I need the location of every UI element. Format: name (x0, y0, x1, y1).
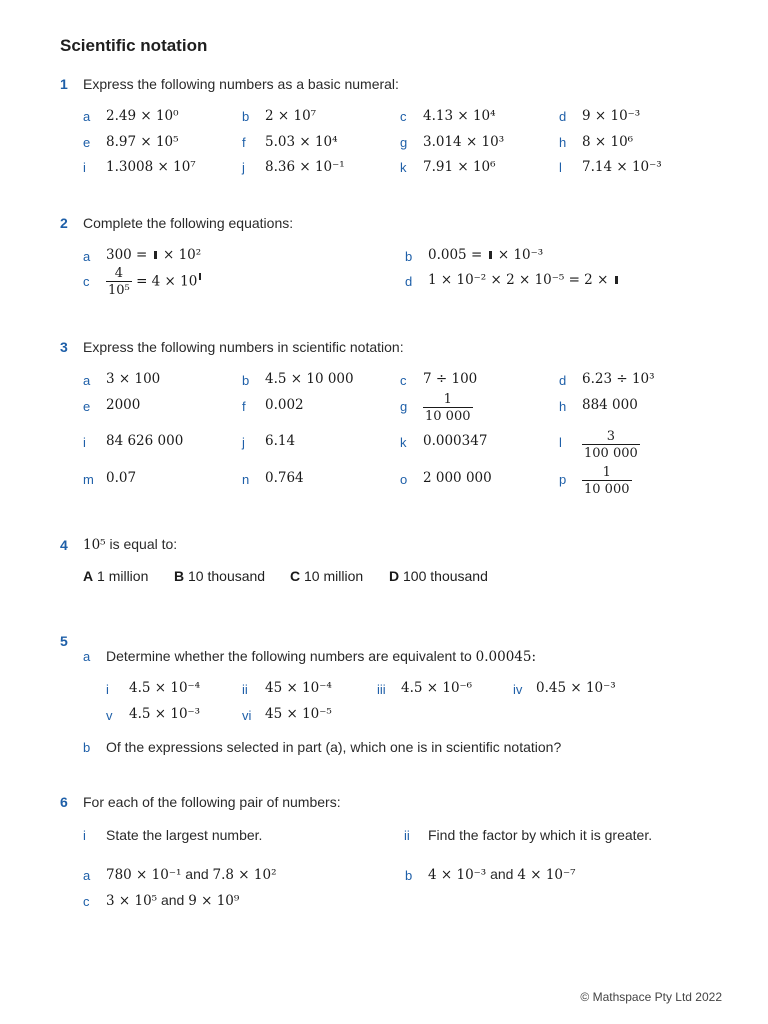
item-value: 8 × 10⁶ (582, 134, 634, 150)
item-label: c (400, 109, 407, 124)
blank-box (154, 251, 157, 259)
option-d[interactable]: D 100 thousand (389, 568, 488, 584)
item-label: ii (242, 682, 248, 697)
item-label: l (559, 435, 562, 450)
item-label: b (83, 740, 91, 755)
pair-b: 4 × 10⁻³ and 4 × 10⁻⁷ (428, 866, 576, 883)
page-title: Scientific notation (60, 36, 208, 55)
item-value (582, 429, 640, 461)
question-text: Express the following numbers in scientific notation: (83, 339, 404, 355)
copyright-footer: © Mathspace Pty Ltd 2022 (580, 990, 722, 1004)
item-label: f (242, 135, 246, 150)
item-label: i (83, 435, 86, 450)
item-label: d (559, 109, 567, 124)
item-label: c (83, 894, 90, 909)
question-text: Determine whether the following numbers are equivalent to 0.00045: (106, 648, 537, 665)
item-label: j (242, 435, 245, 450)
item-label: vi (242, 708, 252, 723)
item-label: a (83, 868, 91, 883)
blank-box (615, 276, 618, 284)
item-label: d (559, 373, 567, 388)
item-value: 2.49 × 10⁰ (106, 108, 179, 124)
item-value (423, 392, 473, 424)
item-label: b (242, 109, 250, 124)
item-value: 0.764 (265, 470, 304, 486)
item-value: 8.97 × 10⁵ (106, 134, 179, 150)
item-label: i (106, 682, 109, 697)
option-a[interactable]: A 1 million (83, 568, 149, 584)
item-label: b (242, 373, 250, 388)
option-b[interactable]: B 10 thousand (174, 568, 266, 584)
item-value: 6.14 (265, 433, 296, 449)
item-label: c (400, 373, 407, 388)
item-label: j (242, 160, 245, 175)
question-text: For each of the following pair of numbers: (83, 794, 341, 810)
item-label: o (400, 472, 408, 487)
question-text: Of the expressions selected in part (a), which one is in scientific notation? (106, 739, 562, 755)
item-label: k (400, 435, 407, 450)
pair-c: 3 × 10⁵ and 9 × 10⁹ (106, 892, 240, 909)
item-label: c (83, 274, 90, 289)
item-label: i (83, 160, 86, 175)
item-value: 0.002 (265, 397, 304, 413)
item-value: 5.03 × 10⁴ (265, 134, 338, 150)
item-value: 7.14 × 10⁻³ (582, 159, 662, 175)
item-value: 884 000 (582, 397, 638, 413)
question-number: 3 (60, 339, 68, 355)
fraction: $\frac{3}{100 000}$ (584, 429, 638, 461)
item-label: a (83, 109, 91, 124)
item-value: 45 × 10⁻⁴ (265, 680, 332, 696)
item-label: b (405, 249, 413, 264)
question-text: 10⁵ is equal to: (83, 536, 178, 553)
pair-a: 780 × 10⁻¹ and 7.8 × 10² (106, 866, 277, 883)
instruction-text: State the largest number. (106, 827, 263, 843)
fraction: $\frac{1}{10 000}$ (584, 465, 630, 497)
item-value: 2 000 000 (423, 470, 492, 486)
item-label: l (559, 160, 562, 175)
equation-c: $\frac{4}{\text{10⁵}}$ = 4 × 10 (106, 266, 203, 298)
fraction: $\frac{1}{10 000}$ (425, 392, 471, 424)
instruction-text: Find the factor by which it is greater. (428, 827, 653, 843)
item-label: iv (513, 682, 523, 697)
equation-b: 0.005 = × 10⁻³ (428, 247, 544, 263)
item-value: 0.000347 (423, 433, 488, 449)
item-value: 9 × 10⁻³ (582, 108, 641, 124)
item-label: b (405, 868, 413, 883)
blank-box (489, 251, 492, 259)
item-value: 4.5 × 10 000 (265, 371, 354, 387)
blank-box (199, 273, 201, 280)
item-label: d (405, 274, 413, 289)
item-label: g (400, 135, 408, 150)
item-value (582, 465, 632, 497)
question-number: 6 (60, 794, 68, 810)
item-value: 7 ÷ 100 (423, 371, 478, 387)
item-value: 0.45 × 10⁻³ (536, 680, 616, 696)
item-label: a (83, 373, 91, 388)
item-label: h (559, 399, 567, 414)
item-value: 8.36 × 10⁻¹ (265, 159, 345, 175)
item-label: e (83, 399, 91, 414)
fraction: $\frac{4}{\text{10⁵}}$ (108, 266, 130, 298)
item-value: 7.91 × 10⁶ (423, 159, 496, 175)
item-value: 4.13 × 10⁴ (423, 108, 496, 124)
item-value: 3.014 × 10³ (423, 134, 505, 150)
equation-a: 300 = × 10² (106, 247, 202, 263)
item-value: 45 × 10⁻⁵ (265, 706, 332, 722)
item-value: 2000 (106, 397, 141, 413)
item-label: iii (377, 682, 386, 697)
option-c[interactable]: C 10 million (290, 568, 364, 584)
item-label: e (83, 135, 91, 150)
item-value: 4.5 × 10⁻³ (129, 706, 201, 722)
item-label: ii (404, 828, 410, 843)
item-value: 1.3008 × 10⁷ (106, 159, 196, 175)
item-label: a (83, 249, 91, 264)
question-number: 4 (60, 537, 68, 553)
item-value: 84 626 000 (106, 433, 184, 449)
item-label: v (106, 708, 113, 723)
item-label: g (400, 399, 408, 414)
item-label: i (83, 828, 86, 843)
item-label: f (242, 399, 246, 414)
question-text: Express the following numbers as a basic numeral: (83, 76, 399, 92)
item-value: 2 × 10⁷ (265, 108, 317, 124)
item-value: 4.5 × 10⁻⁶ (401, 680, 473, 696)
item-value: 4.5 × 10⁻⁴ (129, 680, 201, 696)
question-text: Complete the following equations: (83, 215, 294, 231)
question-number: 5 (60, 633, 68, 649)
item-label: p (559, 472, 567, 487)
equation-d: 1 × 10⁻² × 2 × 10⁻⁵ = 2 × (428, 272, 620, 288)
item-label: a (83, 649, 91, 664)
item-value: 6.23 ÷ 10³ (582, 371, 655, 387)
item-label: k (400, 160, 407, 175)
item-label: n (242, 472, 250, 487)
item-value: 0.07 (106, 470, 137, 486)
question-number: 1 (60, 76, 68, 92)
item-label: m (83, 472, 94, 487)
item-label: h (559, 135, 567, 150)
item-value: 3 × 100 (106, 371, 161, 387)
question-number: 2 (60, 215, 68, 231)
